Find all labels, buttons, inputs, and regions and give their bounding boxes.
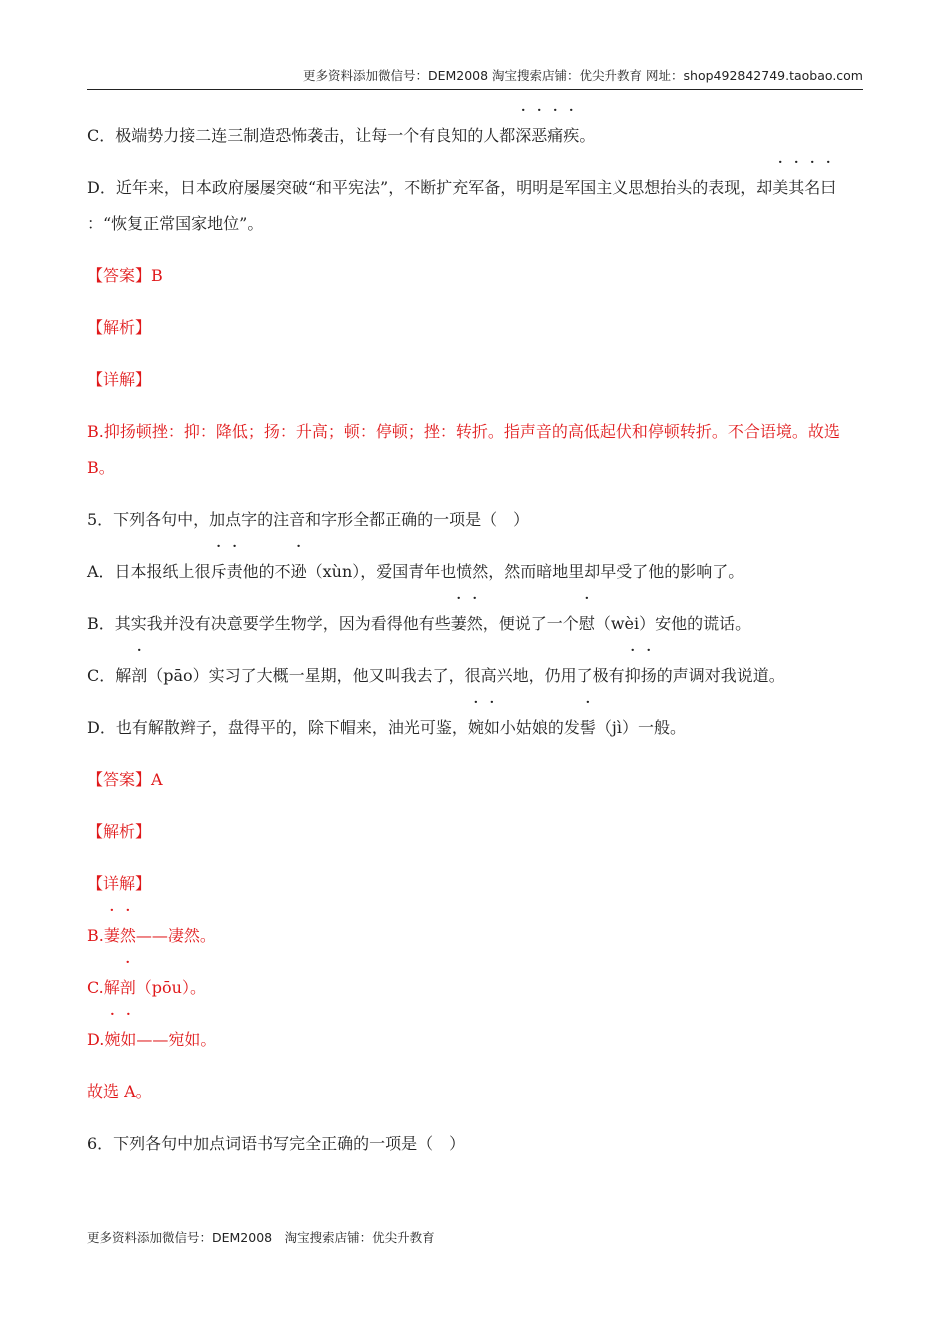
- q5-e3-tail: ——宛如。: [136, 1030, 217, 1049]
- q5-stem: 5．下列各句中，加点字的注音和字形全都正确的一项是（ ）: [87, 510, 530, 529]
- q5-a-mid: 他的不: [242, 562, 291, 581]
- q5-c-mid: （pāo）实习了大概一星期，他又叫我去了，很高兴地，仍用了极有: [147, 666, 625, 685]
- q5-b-text: B．其实我并没有决意要学生物学，因为看得他有些: [87, 614, 451, 633]
- dotted-char: 责: [226, 562, 243, 581]
- dotted-char: 疾: [563, 126, 580, 145]
- q5-analysis-heading: 【解析】: [87, 822, 152, 841]
- dotted-char: 美: [772, 178, 789, 197]
- q4-c-tail: 。: [579, 126, 596, 145]
- dotted-char: 曰: [820, 178, 837, 197]
- dotted-char: 痛: [547, 126, 564, 145]
- page-footer: 更多资料添加微信号：DEM2008 淘宝搜索店铺：优尖升教育: [87, 1230, 435, 1245]
- q4-d-tail: ：“恢复正常国家地位”。: [87, 214, 264, 233]
- q4-analysis-heading: 【解析】: [87, 318, 152, 337]
- dotted-char: 然: [119, 926, 136, 945]
- dotted-char: 慰: [578, 614, 595, 633]
- q4-explanation: B.抑扬顿挫：抑：降低；扬：升高；顿：停顿；挫：转折。指声音的高低起伏和停顿转折。不合语境。故选 B。: [87, 422, 840, 477]
- q5-explanation-b: [87, 918, 863, 954]
- q5-explanation-d: [87, 1022, 863, 1058]
- q4-detail-heading: 【详解】: [87, 370, 152, 389]
- q4-answer: 【答案】B: [87, 266, 163, 285]
- dotted-char: 髻: [579, 718, 596, 737]
- q5-explanation-c: [87, 970, 863, 1006]
- q5-option-c: [87, 658, 863, 694]
- q5-e1-text: B.: [87, 926, 104, 945]
- dotted-char: 名: [804, 178, 821, 197]
- q4-option-c: [87, 118, 863, 154]
- q5-e3-text: D.: [87, 1030, 105, 1049]
- q5-answer: 【答案】A: [87, 770, 163, 789]
- dotted-char: 逊: [290, 562, 307, 581]
- q5-option-a: [87, 554, 863, 590]
- q5-d-mid: 小姑娘的发: [499, 718, 580, 737]
- dotted-char: 如: [120, 1030, 137, 1049]
- dotted-char: 剖: [119, 978, 136, 997]
- dotted-char: 婉: [104, 1030, 121, 1049]
- header-rule: [87, 89, 863, 90]
- q6-stem: 6．下列各句中加点词语书写完全正确的一项是（ ）: [87, 1134, 466, 1153]
- dotted-char: 婉: [467, 718, 484, 737]
- q5-e2-tail: （pōu）。: [135, 978, 206, 997]
- dotted-char: 剖: [131, 666, 148, 685]
- q5-a-tail: （xùn），爱国青年也愤然，然而暗地里却早受了他的影响了。: [306, 562, 745, 581]
- q5-conclusion: 故选 A。: [87, 1082, 152, 1101]
- q5-e1-tail: ——凄然。: [135, 926, 216, 945]
- q5-option-d: [87, 710, 863, 746]
- dotted-char: 抑: [624, 666, 641, 685]
- dotted-char: 萋: [103, 926, 120, 945]
- q4-option-d: [87, 170, 863, 242]
- q5-d-tail: （jì）一般。: [595, 718, 686, 737]
- dotted-char: 其: [788, 178, 805, 197]
- q5-b-tail: （wèi）安他的谎话。: [594, 614, 752, 633]
- q5-a-text: A．日本报纸上很: [87, 562, 211, 581]
- q5-detail-heading: 【详解】: [87, 874, 152, 893]
- page-content: [87, 118, 863, 1162]
- q5-b-mid: ，便说了一个: [482, 614, 579, 633]
- dotted-char: 恶: [531, 126, 548, 145]
- q5-e2-text: C.解: [87, 978, 120, 997]
- dotted-char: 如: [483, 718, 500, 737]
- q5-c-tail: 的声调对我说道。: [656, 666, 785, 685]
- dotted-char: 扬: [640, 666, 657, 685]
- q4-c-text: C．极端势力接二连三制造恐怖袭击，让每一个有良知的人都: [87, 126, 516, 145]
- dotted-char: 斥: [210, 562, 227, 581]
- dotted-char: 然: [466, 614, 483, 633]
- q5-c-text: C．解: [87, 666, 132, 685]
- page-header: 更多资料添加微信号：DEM2008 淘宝搜索店铺：优尖升教育 网址：shop492842749.taobao.com: [302, 68, 863, 83]
- dotted-char: 萋: [450, 614, 467, 633]
- q4-d-text: D．近年来，日本政府屡屡突破“和平宪法”，不断扩充军备，明明是军国主义思想抬头的表现，却: [87, 178, 773, 197]
- dotted-char: 深: [515, 126, 532, 145]
- q5-d-text: D．也有解散辫子，盘得平的，除下帽来，油光可鉴，: [87, 718, 468, 737]
- q5-option-b: [87, 606, 863, 642]
